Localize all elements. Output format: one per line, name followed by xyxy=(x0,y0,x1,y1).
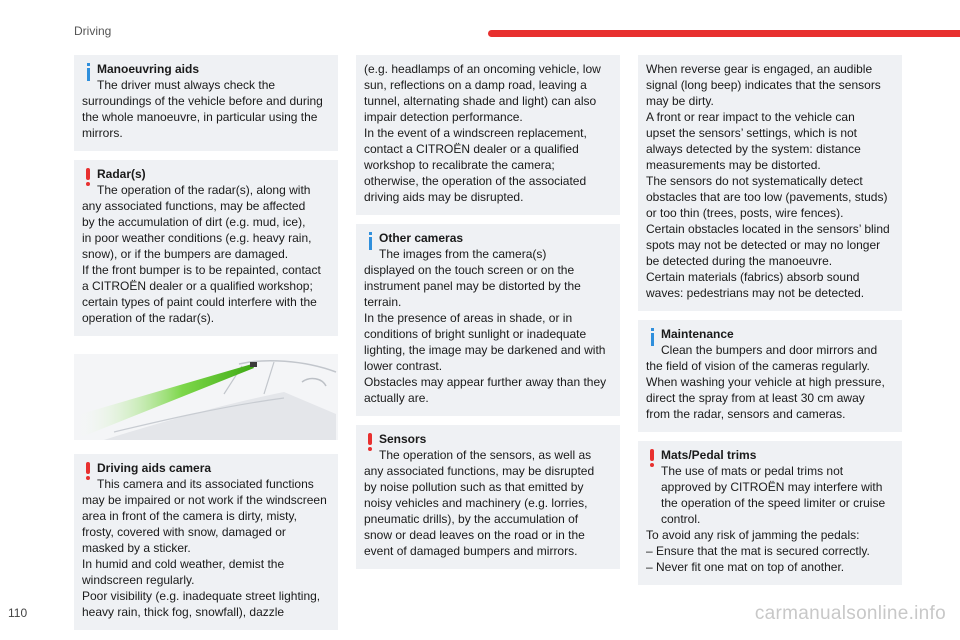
warning-icon xyxy=(364,433,376,451)
box-body: To avoid any risk of jamming the pedals: – Ensure that the mat is secured correctly. – Never fit one mat on top of another. xyxy=(646,528,870,574)
page-number: 110 xyxy=(8,606,28,620)
box-title: Maintenance xyxy=(661,327,734,341)
box-title: Radar(s) xyxy=(97,167,146,181)
camera-icon xyxy=(250,362,257,367)
box-body: surroundings of the vehicle before and during the whole manoeuvre, in particular using the mirrors. xyxy=(82,94,323,140)
box-title: Manoeuvring aids xyxy=(97,62,200,76)
box-body: may be impaired or not work if the windscreen area in front of the camera is dirty, misty, frosty, covered with snow, damaged or masked by a sticker. In humid and cold weather, demist the windscreen regularly. Poor visibility (e.g. inadequate street lighting, heavy rain, thick fog, snowfall), dazzle xyxy=(82,493,327,619)
warning-box-radar: Radar(s) The operation of the radar(s), along with any associated functions, may be affected by the accumulation of dirt (e.g. mud, ice), in poor weather conditions (e.g. heavy rain, snow), or if the bumpers are damaged. If the front bumper is to be repainted, contact a CITROËN dealer or a qualified workshop; certain types of paint could interfere with the operation of the radar(s). xyxy=(74,160,338,336)
box-body: any associated functions, may be disrupted by noise pollution such as that emitted by noisy vehicles and machinery (e.g. lorries, pneumatic drills), by the accumulation of snow or dead leaves on the road or in the event of damaged bumpers and mirrors. xyxy=(364,464,595,558)
info-icon xyxy=(364,232,376,250)
info-box-maintenance: Maintenance Clean the bumpers and door mirrors and the field of vision of the cameras regularly. When washing your vehicle at high pressure, direct the spray from at least 30 cm away from the radar, sensors and cameras. xyxy=(638,320,902,432)
box-title: Other cameras xyxy=(379,231,464,245)
warning-box-sensors: Sensors The operation of the sensors, as well as any associated functions, may be disrupted by noise pollution such as that emitted by noisy vehicles and machinery (e.g. lorries, pneumatic drills), by the accumulation of snow or dead leaves on the road or in the event of damaged bumpers and mirrors. xyxy=(356,425,620,569)
box-title: Driving aids camera xyxy=(97,461,212,475)
box-body: the field of vision of the cameras regularly. When washing your vehicle at high pressure, direct the spray from at least 30 cm away from the radar, sensors and cameras. xyxy=(646,359,885,421)
warning-box-driving-aids-camera: Driving aids camera This camera and its associated functions may be impaired or not work if the windscreen area in front of the camera is dirty, misty, frosty, covered with snow, damaged or masked by a sticker. In humid and cold weather, demist the windscreen regularly. Poor visibility (e.g. inadequate street lighting, heavy rain, thick fog, snowfall), dazzle xyxy=(74,454,338,630)
box-title: Sensors xyxy=(379,432,427,446)
info-icon xyxy=(646,328,658,346)
box-body: (e.g. headlamps of an oncoming vehicle, low sun, reflections on a damp road, leaving a tunnel, alternating shade and light) can also impair detection performance. In the event of a windscreen replacement, contact a CITROËN dealer or a qualified workshop to recalibrate the camera; otherwise, the operation of the associated driving aids may be disrupted. xyxy=(364,62,601,204)
box-reverse-gear xyxy=(638,55,902,311)
info-box-manoeuvring-aids: Manoeuvring aids The driver must always check the surroundings of the vehicle before and during the whole manoeuvre, in particular using the mirrors. xyxy=(74,55,338,151)
box-body: When reverse gear is engaged, an audible signal (long beep) indicates that the sensors may be dirty. A front or rear impact to the vehicle can upset the sensors’ settings, which is not always detected by the system: distance measurements may be distorted. The sensors do not systematically detect obstacles that are too low (pavements, studs) or too thin (trees, posts, wire fences). Certain obstacles located in the sensors’ blind spots may not be detected or may no longer be detected during the manoeuvre. Certain materials (fabrics) absorb sound waves: pedestrians may not be detected. xyxy=(646,62,890,300)
warning-box-mats-pedal-trims: Mats/Pedal trims The use of mats or pedal trims not approved by CITROËN may interfere with the operation of the speed limiter or cruise control. To avoid any risk of jamming the pedals: – Ensure that the mat is secured correctly. – Never fit one mat on top of another. xyxy=(638,441,902,585)
column-middle xyxy=(356,55,620,578)
section-title: Driving xyxy=(74,24,112,38)
warning-icon xyxy=(646,449,658,467)
car-camera-illustration-svg xyxy=(74,354,338,440)
header-accent-bar xyxy=(488,30,960,37)
warning-icon xyxy=(82,168,94,186)
mirror-outline xyxy=(302,379,326,386)
column-left xyxy=(74,55,338,639)
watermark: carmanualsonline.info xyxy=(754,603,946,624)
car-camera-illustration xyxy=(74,354,338,440)
box-body: displayed on the touch screen or on the instrument panel may be distorted by the terrain. In the presence of areas in shade, or in conditions of bright sunlight or inadequate lighting, the image may be darkened and with lower contrast. Obstacles may appear further away than they actually are. xyxy=(364,263,607,405)
box-body: any associated functions, may be affected by the accumulation of dirt (e.g. mud, ice), in poor weather conditions (e.g. heavy rain, snow), or if the bumpers are damaged. If the front bumper is to be repainted, contact a CITROËN dealer or a qualified workshop; certain types of paint could interfere with the operation of the radar(s). xyxy=(82,199,321,325)
info-icon xyxy=(82,63,94,81)
box-camera-continued xyxy=(356,55,620,215)
warning-icon xyxy=(82,462,94,480)
info-box-other-cameras: Other cameras The images from the camera(s) displayed on the touch screen or on the instrument panel may be distorted by the terrain. In the presence of areas in shade, or in conditions of bright sunlight or inadequate lighting, the image may be darkened and with lower contrast. Obstacles may appear further away than they actually are. xyxy=(356,224,620,416)
box-title: Mats/Pedal trims xyxy=(661,448,757,462)
column-right xyxy=(638,55,902,594)
